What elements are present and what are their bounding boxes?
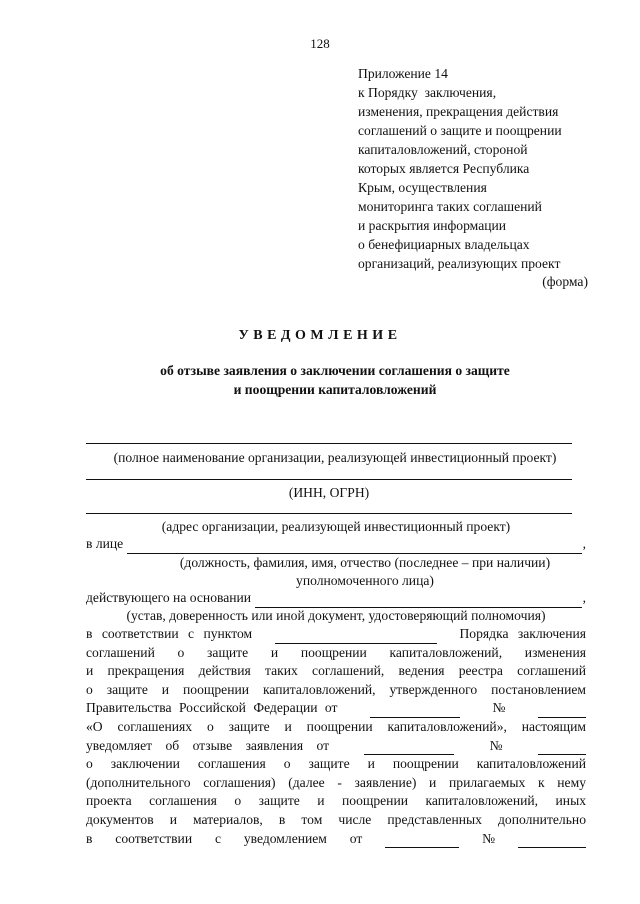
comma: , [582,590,586,605]
body-line: и прекращения действия таких соглашений, ведения реестра соглашений [86,663,586,679]
body-paragraph [86,625,586,848]
address-caption: (адрес организации, реализующей инвестиционный проект) [161,519,511,534]
body-text: от [349,830,363,846]
appendix-line: которых является Республика [358,161,530,176]
inn-ogrn-caption: (ИНН, ОГРН) [288,485,370,500]
body-text: уведомлением [243,830,327,846]
body-text: Порядка заключения [459,626,586,641]
appendix-header [358,64,562,273]
body-line: о заключении соглашения о защите и поощрении капиталовложений [86,756,586,772]
body-line: соглашений о защите и поощрении капиталовложений, изменения [86,644,586,660]
body-line: (дополнительного соглашения) (далее - заявление) и прилагаемых к нему [86,774,586,790]
appendix-line: Крым, осуществления [358,180,487,195]
appendix-line: организаций, реализующих проект [358,256,561,271]
body-line [86,625,586,644]
appendix-line: соглашений о защите и поощрении [358,123,562,138]
body-text: с [214,830,221,846]
body-line [86,699,586,718]
document-subtitle [0,361,640,399]
comma: , [582,536,586,551]
body-line [86,737,586,756]
appendix-line: Приложение 14 [358,66,448,81]
subtitle-line: и поощрении капиталовложений [233,382,437,397]
appendix-line: мониторинга таких соглашений [358,199,542,214]
in-person-row [86,535,586,554]
body-line: о защите и поощрении капиталовложений, утвержденного постановлением [86,681,586,697]
number-sign: № [492,700,506,716]
basis-field[interactable] [255,595,582,608]
subtitle-line: об отзыве заявления о заключении соглашения о защите [160,363,510,378]
body-line: проекта соглашения о защите и поощрении капиталовложений, иных [86,793,586,809]
appendix-line: к Порядку заключения, [358,85,497,100]
number-sign: № [482,830,496,846]
document-title: УВЕДОМЛЕНИЕ [238,328,402,343]
appendix-line: о бенефициарных владельцах [358,237,530,252]
decree-number-field[interactable] [538,705,586,718]
basis-row [86,589,586,608]
in-person-field[interactable] [127,541,581,554]
in-person-label: в лице [86,536,124,551]
org-name-field[interactable] [86,443,572,444]
application-date-field[interactable] [364,742,454,755]
number-sign: № [489,737,503,753]
appendix-line: капиталовложений, стороной [358,142,528,157]
body-text: в соответствии с пунктом [86,626,253,641]
inn-ogrn-field[interactable] [86,479,572,480]
notice-number-field[interactable] [518,835,586,848]
body-line: документов и материалов, в том числе представленных дополнительно [86,811,586,827]
body-text: в [86,830,93,846]
position-caption-cont: уполномоченного лица) [296,573,434,588]
clause-field[interactable] [275,631,437,644]
form-label: (форма) [542,274,588,289]
decree-date-field[interactable] [370,705,460,718]
body-line: «О соглашениях о защите и поощрении капиталовложений», настоящим [86,718,586,734]
basis-caption: (устав, доверенность или иной документ, удостоверяющий полномочия) [126,608,546,623]
body-line [86,830,586,849]
org-name-caption: (полное наименование организации, реализующей инвестиционный проект) [113,450,557,465]
basis-label: действующего на основании [86,590,252,605]
appendix-line: изменения, прекращения действия [358,104,559,119]
body-text: соответствии [115,830,193,846]
body-text: Правительства Российской Федерации от [86,700,338,716]
appendix-line: и раскрытия информации [358,218,507,233]
position-caption: (должность, фамилия, имя, отчество (последнее – при наличии) [179,555,551,570]
body-text: уведомляет об отзыве заявления от [86,737,330,753]
notice-date-field[interactable] [385,835,459,848]
page-number: 128 [310,36,330,51]
address-field[interactable] [86,513,572,514]
application-number-field[interactable] [538,742,586,755]
